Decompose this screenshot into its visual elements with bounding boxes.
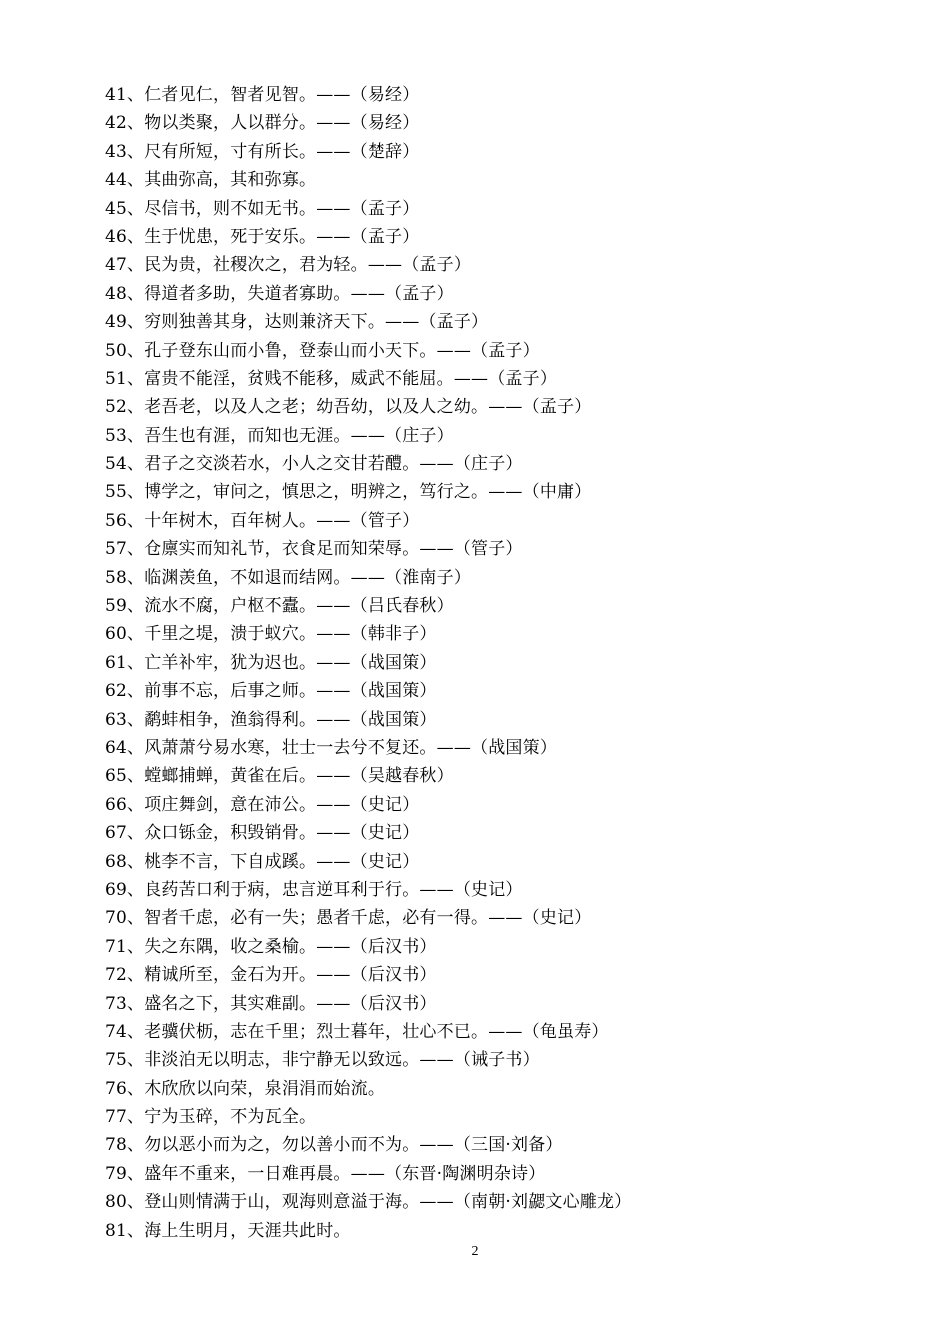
quote-line: 78、勿以恶小而为之，勿以善小而不为。——（三国·刘备） [105,1135,563,1156]
page-number: 2 [471,1244,479,1259]
quote-line: 52、老吾老，以及人之老；幼吾幼，以及人之幼。——（孟子） [105,397,592,418]
quote-list [105,81,905,1245]
quote-line: 77、宁为玉碎，不为瓦全。 [105,1107,317,1128]
quote-line: 66、项庄舞剑，意在沛公。——（史记） [105,794,420,815]
quote-line: 62、前事不忘，后事之师。——（战国策） [105,681,437,702]
quote-line: 76、木欣欣以向荣，泉涓涓而始流。 [105,1078,386,1099]
quote-line: 58、临渊羡鱼，不如退而结网。——（淮南子） [105,567,472,588]
quote-line: 53、吾生也有涯，而知也无涯。——（庄子） [105,425,454,446]
quote-line: 79、盛年不重来，一日难再晨。——（东晋·陶渊明杂诗） [105,1163,546,1184]
quote-line: 47、民为贵，社稷次之，君为轻。——（孟子） [105,255,472,276]
quote-line: 43、尺有所短，寸有所长。——（楚辞） [105,141,420,162]
quote-line: 80、登山则情满于山，观海则意溢于海。——（南朝·刘勰文心雕龙） [105,1192,632,1213]
quote-line: 57、仓廪实而知礼节，衣食足而知荣辱。——（管子） [105,539,523,560]
quote-line: 44、其曲弥高，其和弥寡。 [105,170,317,191]
quote-line: 69、良药苦口利于病，忠言逆耳利于行。——（史记） [105,879,523,900]
quote-line: 64、风萧萧兮易水寒，壮士一去兮不复还。——（战国策） [105,737,558,758]
quote-line: 73、盛名之下，其实难副。——（后汉书） [105,993,437,1014]
quote-line: 61、亡羊补牢，犹为迟也。——（战国策） [105,652,437,673]
quote-line: 67、众口铄金，积毁销骨。——（史记） [105,823,420,844]
quote-line: 51、富贵不能淫，贫贱不能移，威武不能屈。——（孟子） [105,368,558,389]
quote-line: 72、精诚所至，金石为开。——（后汉书） [105,965,437,986]
quote-line: 54、君子之交淡若水，小人之交甘若醴。——（庄子） [105,454,523,475]
quote-line: 45、尽信书，则不如无书。——（孟子） [105,198,420,219]
quote-line: 49、穷则独善其身，达则兼济天下。——（孟子） [105,312,489,333]
quote-line: 55、博学之，审问之，慎思之，明辨之，笃行之。——（中庸） [105,482,592,503]
quote-line: 59、流水不腐，户枢不蠹。——（吕氏春秋） [105,596,454,617]
quote-line: 48、得道者多助，失道者寡助。——（孟子） [105,283,454,304]
quote-line: 63、鹬蚌相争，渔翁得利。——（战国策） [105,709,437,730]
quote-line: 56、十年树木，百年树人。——（管子） [105,510,420,531]
quote-line: 41、仁者见仁，智者见智。——（易经） [105,85,420,105]
quote-line: 81、海上生明月，天涯共此时。 [105,1220,351,1241]
quote-line: 74、老骥伏枥，志在千里；烈士暮年，壮心不已。——（龟虽寿） [105,1021,609,1042]
quote-line: 65、螳螂捕蝉，黄雀在后。——（吴越春秋） [105,766,454,787]
quote-line: 68、桃李不言，下自成蹊。——（史记） [105,851,420,872]
quote-line: 71、失之东隅，收之桑榆。——（后汉书） [105,936,437,957]
quote-line: 60、千里之堤，溃于蚁穴。——（韩非子） [105,624,437,645]
quote-line: 46、生于忧患，死于安乐。——（孟子） [105,226,420,247]
quote-line: 42、物以类聚，人以群分。——（易经） [105,113,420,134]
quote-line: 75、非淡泊无以明志，非宁静无以致远。——（诫子书） [105,1050,540,1071]
quote-line: 50、孔子登东山而小鲁，登泰山而小天下。——（孟子） [105,340,540,361]
quote-line: 70、智者千虑，必有一失；愚者千虑，必有一得。——（史记） [105,908,592,929]
